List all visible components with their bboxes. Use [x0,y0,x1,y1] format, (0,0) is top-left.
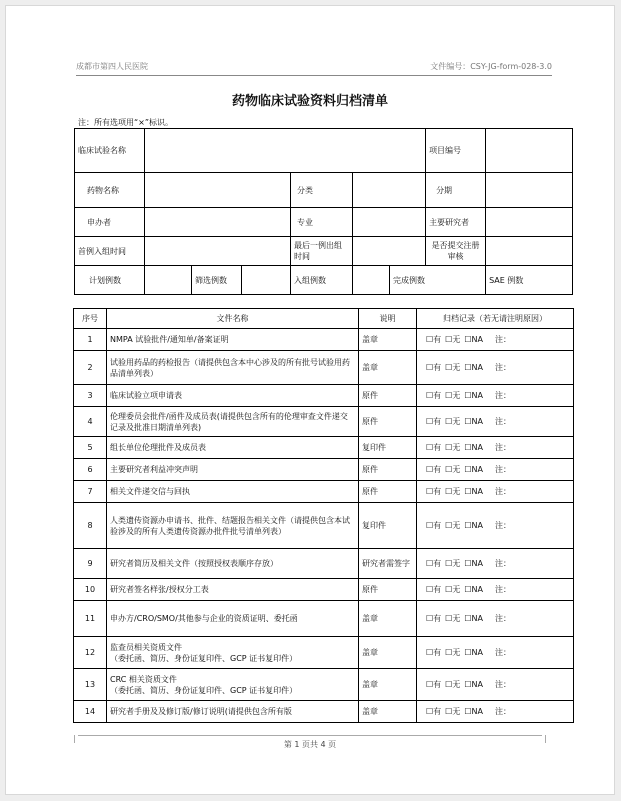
table-row [74,549,574,579]
row-description: 复印件 [359,437,417,459]
row-file-name: 伦理委员会批件/函件及成员表(请提供包含所有的伦理审查文件递交记录及批准日期清单列表) [107,407,359,437]
checkbox-yes[interactable]: ☐有 [426,585,442,594]
checkbox-yes[interactable]: ☐有 [426,707,442,716]
checkbox-na[interactable]: ☐NA [464,521,483,530]
checkbox-na[interactable]: ☐NA [464,335,483,344]
field-drug-name[interactable] [145,173,291,208]
label-project-no: 项目编号 [426,129,486,173]
label-sponsor: 申办者 [75,208,145,237]
checkbox-yes[interactable]: ☐有 [426,417,442,426]
note-label: 注： [494,391,511,400]
checkbox-na[interactable]: ☐NA [464,614,483,623]
checkbox-no[interactable]: ☐无 [445,521,461,530]
note-label: 注： [494,707,511,716]
row-archive-record [417,549,574,579]
row-number: 6 [74,459,107,481]
table-row [74,459,574,481]
row-description: 盖章 [359,351,417,385]
row-number: 7 [74,481,107,503]
label-last-out: 最后一例出组时间 [291,237,353,266]
label-plan-count: 计划例数 [75,266,145,295]
table-row [74,437,574,459]
table-row [74,579,574,601]
hospital-name: 成都市第四人民医院 [76,62,148,71]
row-file-name: 相关文件递交信与回执 [107,481,359,503]
field-plan-count[interactable] [145,266,192,295]
checkbox-no[interactable]: ☐无 [445,363,461,372]
row-description: 复印件 [359,503,417,549]
checkbox-no[interactable]: ☐无 [445,417,461,426]
header-desc: 说明 [359,309,417,329]
checkbox-no[interactable]: ☐无 [445,487,461,496]
row-archive-record [417,351,574,385]
label-pi: 主要研究者 [426,208,486,237]
checkbox-yes[interactable]: ☐有 [426,465,442,474]
row-number: 2 [74,351,107,385]
row-number: 12 [74,637,107,669]
label-screen-count: 筛选例数 [192,266,242,295]
field-submit-review[interactable] [486,237,573,266]
row-file-name: 监查员相关资质文件 （委托函、简历、身份证复印件、GCP 证书复印件） [107,637,359,669]
row-file-name: 研究者简历及相关文件（按照授权表顺序存放） [107,549,359,579]
row-file-name: 主要研究者利益冲突声明 [107,459,359,481]
row-file-name: 试验用药品的药检报告（请提供包含本中心涉及的所有批号试验用药品清单列表） [107,351,359,385]
field-pi[interactable] [486,208,573,237]
checkbox-na[interactable]: ☐NA [464,391,483,400]
field-sae[interactable] [486,266,573,295]
row-archive-record [417,701,574,723]
row-number: 9 [74,549,107,579]
checkbox-yes[interactable]: ☐有 [426,391,442,400]
header-name: 文件名称 [107,309,359,329]
row-number: 5 [74,437,107,459]
checkbox-no[interactable]: ☐无 [445,443,461,452]
row-archive-record [417,579,574,601]
row-file-name: 研究者签名样张/授权分工表 [107,579,359,601]
row-description: 盖章 [359,701,417,723]
header-rule [76,75,552,76]
checkbox-no[interactable]: ☐无 [445,648,461,657]
row-description: 原件 [359,481,417,503]
label-submit-review: 是否提交注册审核 [426,237,486,266]
row-file-name: 研究者手册及及修订版/修订说明(请提供包含所有版 [107,701,359,723]
table-row [74,385,574,407]
row-description: 研究者需签字 [359,549,417,579]
checkbox-na[interactable]: ☐NA [464,707,483,716]
note-label: 注： [494,559,511,568]
note-label: 注： [494,487,511,496]
label-category: 分类 [291,173,353,208]
table-row [74,407,574,437]
row-file-name: NMPA 试验批件/通知单/备案证明 [107,329,359,351]
field-screen-count[interactable] [242,266,291,295]
checkbox-na[interactable]: ☐NA [464,443,483,452]
checkbox-yes[interactable]: ☐有 [426,335,442,344]
checkbox-no[interactable]: ☐无 [445,585,461,594]
row-file-name: 临床试验立项申请表 [107,385,359,407]
label-enroll-count: 入组例数 [291,266,353,295]
checkbox-yes[interactable]: ☐有 [426,614,442,623]
row-archive-record [417,481,574,503]
note-label: 注： [494,521,511,530]
note-label: 注： [494,443,511,452]
table-row [74,481,574,503]
label-drug-name: 药物名称 [75,173,145,208]
header-record: 归档记录（若无请注明原因） [417,309,574,329]
row-description: 原件 [359,459,417,481]
row-archive-record [417,503,574,549]
row-archive-record [417,407,574,437]
page-title: 药物临床试验资料归档清单 [231,94,388,109]
table-row [74,701,574,723]
table-row [74,601,574,637]
row-number: 13 [74,669,107,701]
field-sponsor[interactable] [145,208,291,237]
row-number: 3 [74,385,107,407]
document-number: 文件编号：CSY-JG-form-028-3.0 [430,62,552,71]
checkbox-na[interactable]: ☐NA [464,648,483,657]
table-row [74,329,574,351]
file-rows [74,329,574,723]
header-num: 序号 [74,309,107,329]
table-row [74,351,574,385]
page-number: 第 1 页共 4 页 [283,740,337,749]
note-label: 注： [494,363,511,372]
row-number: 14 [74,701,107,723]
field-enroll-count[interactable] [353,266,390,295]
row-archive-record [417,459,574,481]
checkbox-na[interactable]: ☐NA [464,487,483,496]
checkbox-yes[interactable]: ☐有 [426,559,442,568]
checkbox-na[interactable]: ☐NA [464,680,483,689]
label-trial-name: 临床试验名称 [75,129,145,173]
footer-rule [78,735,542,736]
checkbox-no[interactable]: ☐无 [445,335,461,344]
row-number: 1 [74,329,107,351]
row-file-name: CRC 相关资质文件 （委托函、简历、身份证复印件、GCP 证书复印件） [107,669,359,701]
file-checklist-table [73,308,574,723]
checkbox-no[interactable]: ☐无 [445,391,461,400]
note-label: 注： [494,335,511,344]
row-archive-record [417,385,574,407]
row-description: 盖章 [359,329,417,351]
table-row [74,669,574,701]
field-trial-name[interactable] [145,129,426,173]
row-description: 盖章 [359,601,417,637]
checkbox-na[interactable]: ☐NA [464,417,483,426]
row-description: 原件 [359,407,417,437]
note-label: 注： [494,680,511,689]
row-number: 4 [74,407,107,437]
sae-count-label: SAE 例数 [489,275,524,285]
label-complete-count [390,266,486,295]
row-archive-record [417,637,574,669]
note-label: 注： [494,614,511,623]
instruction-note: 注：所有选项用“×”标识。 [78,118,173,127]
label-phase: 分期 [426,173,486,208]
checkbox-no[interactable]: ☐无 [445,680,461,689]
row-number: 8 [74,503,107,549]
row-file-name: 申办方/CRO/SMO/其他参与企业的资质证明、委托函 [107,601,359,637]
note-label: 注： [494,585,511,594]
row-description: 盖章 [359,669,417,701]
note-label: 注： [494,417,511,426]
checkbox-no[interactable]: ☐无 [445,465,461,474]
row-description: 盖章 [359,637,417,669]
field-first-enroll[interactable] [145,237,291,266]
label-specialty: 专业 [291,208,353,237]
row-archive-record [417,437,574,459]
trial-info-table [74,128,573,295]
row-archive-record [417,601,574,637]
note-label: 注： [494,465,511,474]
table-row [74,637,574,669]
row-description: 原件 [359,579,417,601]
checkbox-no[interactable]: ☐无 [445,559,461,568]
label-first-enroll: 首例入组时间 [75,237,145,266]
row-archive-record [417,669,574,701]
checkbox-yes[interactable]: ☐有 [426,363,442,372]
row-file-name: 人类遗传资源办申请书、批件、结题报告相关文件（请提供包含本试验涉及的所有人类遗传资源办批件批号清单列表） [107,503,359,549]
checkbox-no[interactable]: ☐无 [445,614,461,623]
checkbox-na[interactable]: ☐NA [464,559,483,568]
field-last-out[interactable] [353,237,426,266]
table-row [74,503,574,549]
checkbox-na[interactable]: ☐NA [464,465,483,474]
checkbox-yes[interactable]: ☐有 [426,648,442,657]
checkbox-na[interactable]: ☐NA [464,363,483,372]
row-file-name: 组长单位伦理批件及成员表 [107,437,359,459]
field-phase[interactable] [486,173,573,208]
row-number: 11 [74,601,107,637]
field-category[interactable] [353,173,426,208]
checkbox-na[interactable]: ☐NA [464,585,483,594]
row-number: 10 [74,579,107,601]
checkbox-yes[interactable]: ☐有 [426,521,442,530]
row-description: 原件 [359,385,417,407]
note-label: 注： [494,648,511,657]
checkbox-yes[interactable]: ☐有 [426,443,442,452]
checkbox-yes[interactable]: ☐有 [426,487,442,496]
document-page [5,5,615,795]
row-archive-record [417,329,574,351]
field-specialty[interactable] [353,208,426,237]
checkbox-no[interactable]: ☐无 [445,707,461,716]
field-project-no[interactable] [486,129,573,173]
complete-count-label: 完成例数 [393,275,425,285]
checkbox-yes[interactable]: ☐有 [426,680,442,689]
